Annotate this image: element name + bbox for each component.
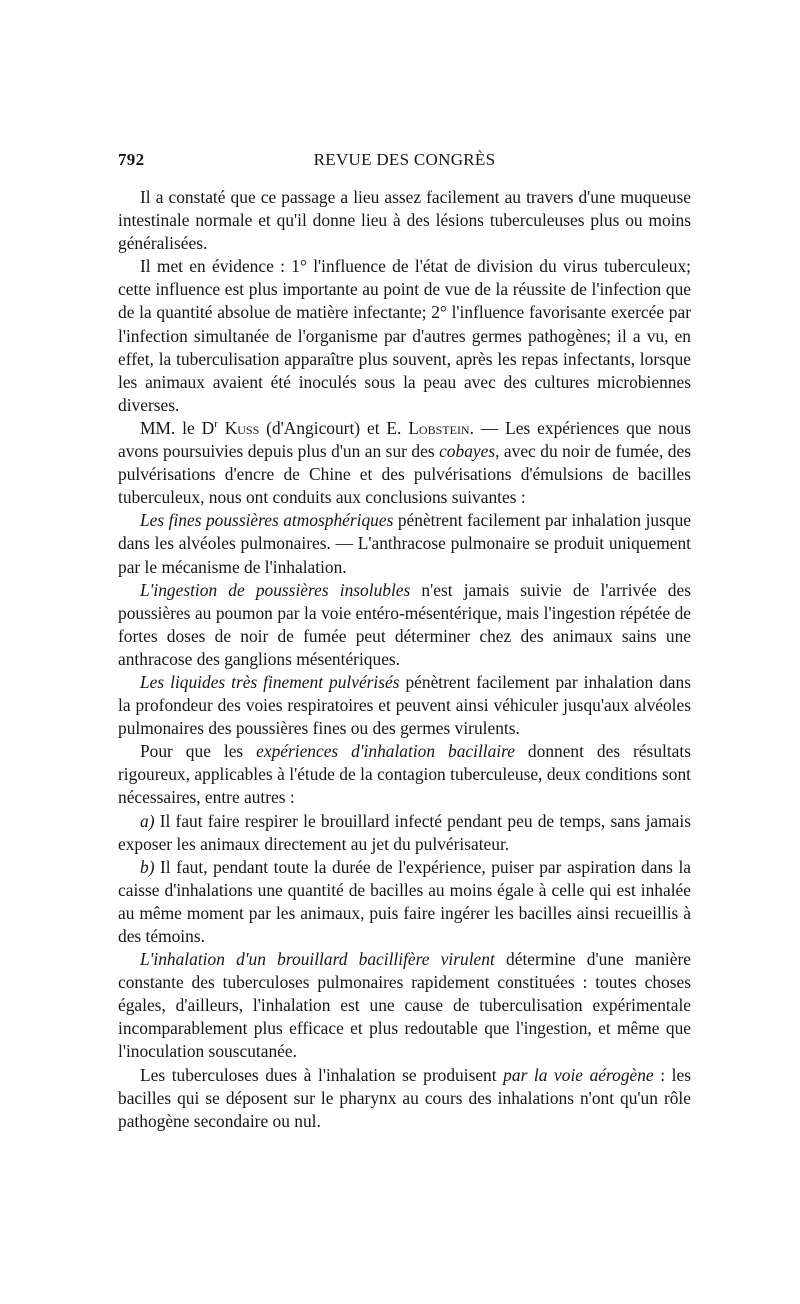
paragraph-9 [118,856,691,948]
paragraph-6 [118,671,691,740]
body-text [118,186,691,1133]
italic-term: cobayes [439,441,496,462]
text-run: pénètrent facilement par inhalation dans la profondeur des voies respiratoires et peuvent ainsi véhiculer jusqu'aux alvéoles pulmonaires des poussières fines ou des germes virulents. [118,671,691,739]
list-label: b) [140,856,155,877]
text-run: Il faut, pendant toute la durée de l'expérience, puiser par aspiration dans la caisse d'inhalations une quantité de bacilles au moins égale à celle qui est inhalée au même moment par les animaux, puis faire ingérer les bacilles ainsi recueillis à des témoins. [118,856,691,946]
italic-term: expériences d'inhalation bacillaire [256,741,515,762]
page-header [118,150,691,172]
text-run: pénètrent facilement par inhalation jusque dans les alvéoles pulmonaires. — L'anthracose pulmonaire se produit uniquement par le mécanisme de l'inhalation. [118,510,691,577]
text-run: donnent des résultats rigoureux, applicables à l'étude de la contagion tuberculeuse, deux conditions sont nécessaires, entre autres : [118,741,691,808]
italic-lead: Les liquides très finement pulvérisés [140,671,400,692]
text-run: (d'Angicourt) et E. [259,417,409,438]
paragraph-1: Il a constaté que ce passage a lieu assez facilement au travers d'une muqueuse intestinale normale et qu'il donne lieu à des lésions tuberculeuses plus ou moins généralisées. [118,187,691,254]
author-kuss: Kuss [224,417,260,438]
text-run: Les tuberculoses dues à l'inhalation se produisent [140,1064,504,1085]
paragraph-4 [118,509,691,578]
paragraph-7 [118,740,691,809]
paragraph-11 [118,1064,691,1133]
text-run: détermine d'une manière constante des tuberculoses pulmonaires rapidement constituées : toutes choses égales, d'ailleurs, l'inhalation est une cause de tuberculisation expérimentale incomparablement plus efficace et plus redoutable que l'ingestion, et même que l'inoculation souscutanée. [118,949,691,1062]
italic-lead: L'ingestion de poussières insolubles [140,579,411,600]
italic-term: par la voie aérogène [503,1064,654,1085]
author-lobstein: Lobstein [408,417,470,438]
paragraph-8 [118,810,691,856]
text-run: . — Les expériences que nous avons poursuivies depuis plus d'un an sur des [118,417,691,462]
paragraph-2: Il met en évidence : 1° l'influence de l'état de division du virus tuberculeux; cette influence est plus importante au point de vue de la réussite de l'infection que de la quantité absolue de matière infectante; 2° l'influence favorisante exercée par l'infection simultanée de l'organisme par d'autres germes pathogènes; il a vu, en effet, la tuberculisation apparaître plus souvent, après les repas infectants, lorsque les animaux avaient été inoculés sous la peau avec des cultures microbiennes diverses. [118,256,691,415]
text-run: MM. le D [140,417,215,438]
text-run: Pour que les [140,741,257,762]
text-run: , avec du noir de fumée, des pulvérisations d'encre de Chine et des pulvérisations d'émulsions de bacilles tuberculeux, nous ont conduits aux conclusions suivantes : [118,441,691,508]
page-number: 792 [118,150,145,169]
italic-lead: L'inhalation d'un brouillard bacillifère virulent [140,949,495,970]
text-run: Il faut faire respirer le brouillard infecté pendant peu de temps, sans jamais exposer les animaux directement au jet du pulvérisateur. [118,810,691,854]
paragraph-10 [118,948,691,1063]
paragraph-3 [118,417,691,509]
paragraph-5 [118,579,691,671]
text-run: n'est jamais suivie de l'arrivée des poussières au poumon par la voie entéro-mésentérique, mais l'ingestion répétée de fortes doses de noir de fumée peut déterminer chez des animaux sains une anthracose des ganglions mésentériques. [118,579,691,669]
running-title: REVUE DES CONGRÈS [313,150,496,169]
italic-lead: Les fines poussières atmosphériques [140,510,394,531]
text-run: : les bacilles qui se déposent sur le pharynx au cours des inhalations n'ont qu'un rôle pathogène secondaire ou nul. [118,1064,691,1131]
superscript: r [214,418,218,431]
list-label: a) [140,810,155,831]
